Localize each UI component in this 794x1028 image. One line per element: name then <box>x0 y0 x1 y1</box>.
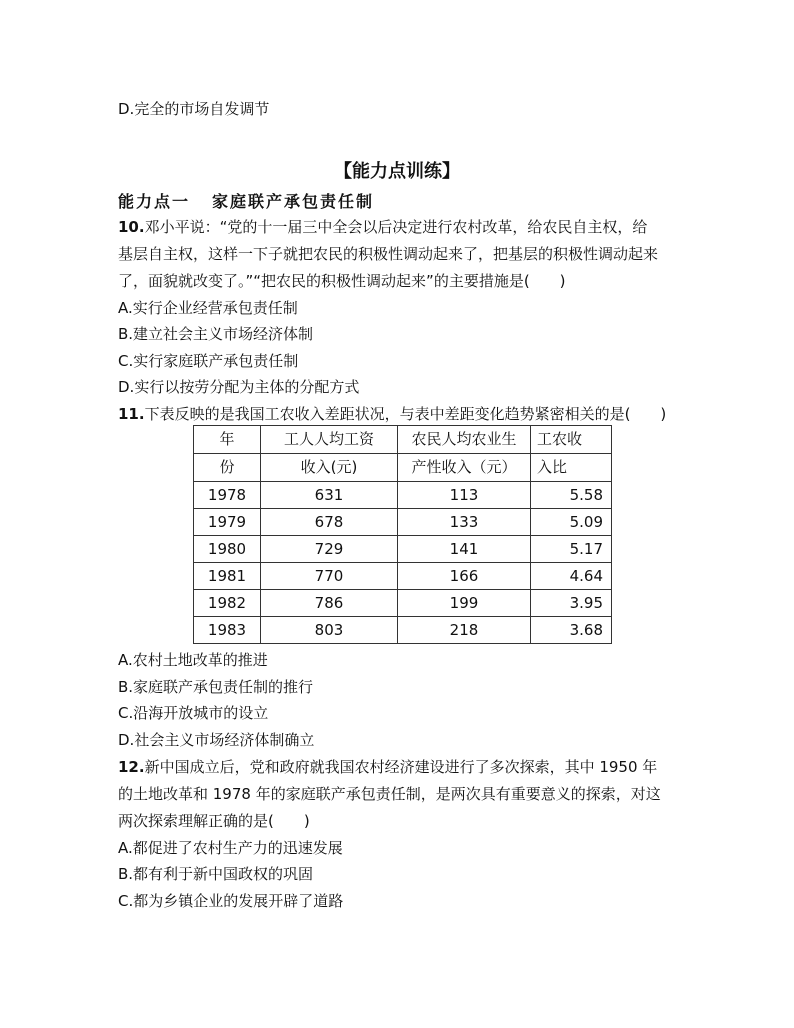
cell-worker-income: 770 <box>261 563 398 590</box>
section-subtitle <box>118 189 374 212</box>
subtitle-number: 能力点一 <box>118 192 191 211</box>
cell-year: 1980 <box>194 536 261 563</box>
q10-stem-line-2: 基层自主权，这样一下子就把农民的积极性调动起来了，把基层的积极性调动起来 <box>118 245 659 263</box>
q11-option-a: A.农村土地改革的推进 <box>118 651 268 669</box>
q11-option-c: C.沿海开放城市的设立 <box>118 704 269 722</box>
subtitle-text: 家庭联产承包责任制 <box>212 192 375 211</box>
q12-stem-line-1 <box>118 757 657 777</box>
cell-ratio: 3.68 <box>531 617 612 644</box>
cell-year: 1979 <box>194 509 261 536</box>
q10-stem-line-3: 了，面貌就改变了。”“把农民的积极性调动起来”的主要措施是( ) <box>118 272 566 290</box>
q11-stem <box>118 404 666 424</box>
q10-option-d: D.实行以按劳分配为主体的分配方式 <box>118 378 360 396</box>
header-farmer-income-1: 农民人均农业生 <box>398 426 531 454</box>
cell-ratio: 4.64 <box>531 563 612 590</box>
table-header-row-2 <box>194 454 612 482</box>
cell-worker-income: 803 <box>261 617 398 644</box>
q11-number: 11. <box>118 405 145 423</box>
q10-option-b: B.建立社会主义市场经济体制 <box>118 325 314 343</box>
income-table <box>193 425 612 644</box>
table-row <box>194 617 612 644</box>
q12-option-b: B.都有利于新中国政权的巩固 <box>118 865 314 883</box>
table-row <box>194 590 612 617</box>
header-year-1: 年 <box>194 426 261 454</box>
cell-farmer-income: 113 <box>398 482 531 509</box>
prev-option-d: D.完全的市场自发调节 <box>118 100 270 118</box>
section-title: 【能力点训练】 <box>334 161 460 182</box>
table-row <box>194 563 612 590</box>
cell-ratio: 5.58 <box>531 482 612 509</box>
q12-number: 12. <box>118 758 145 776</box>
header-worker-income-1: 工人人均工资 <box>261 426 398 454</box>
q11-option-d: D.社会主义市场经济体制确立 <box>118 731 315 749</box>
q12-stem-line-3: 两次探索理解正确的是( ) <box>118 812 310 830</box>
table-header-row-1 <box>194 426 612 454</box>
cell-farmer-income: 218 <box>398 617 531 644</box>
q11-option-b: B.家庭联产承包责任制的推行 <box>118 678 314 696</box>
cell-year: 1983 <box>194 617 261 644</box>
cell-ratio: 5.17 <box>531 536 612 563</box>
table-row <box>194 482 612 509</box>
q10-stem-line-1 <box>118 217 647 237</box>
cell-year: 1978 <box>194 482 261 509</box>
q10-option-a: A.实行企业经营承包责任制 <box>118 299 298 317</box>
q10-number: 10. <box>118 218 145 236</box>
header-ratio-1: 工农收 <box>531 426 612 454</box>
cell-farmer-income: 199 <box>398 590 531 617</box>
table-row <box>194 509 612 536</box>
cell-year: 1982 <box>194 590 261 617</box>
cell-worker-income: 786 <box>261 590 398 617</box>
q12-option-c: C.都为乡镇企业的发展开辟了道路 <box>118 892 344 910</box>
table-row <box>194 536 612 563</box>
cell-worker-income: 729 <box>261 536 398 563</box>
q11-stem-text: 下表反映的是我国工农收入差距状况，与表中差距变化趋势紧密相关的是( ) <box>144 405 667 423</box>
q10-line-1-text: 邓小平说：“党的十一届三中全会以后决定进行农村改革，给农民自主权，给 <box>144 218 648 236</box>
q12-stem-line-2: 的土地改革和 1978 年的家庭联产承包责任制，是两次具有重要意义的探索，对这 <box>118 785 661 803</box>
header-worker-income-2: 收入(元) <box>261 454 398 482</box>
q12-option-a: A.都促进了农村生产力的迅速发展 <box>118 839 343 857</box>
header-ratio-2: 入比 <box>531 454 612 482</box>
cell-farmer-income: 166 <box>398 563 531 590</box>
cell-farmer-income: 133 <box>398 509 531 536</box>
cell-year: 1981 <box>194 563 261 590</box>
cell-worker-income: 678 <box>261 509 398 536</box>
header-year-2: 份 <box>194 454 261 482</box>
q10-option-c: C.实行家庭联产承包责任制 <box>118 352 299 370</box>
cell-ratio: 3.95 <box>531 590 612 617</box>
header-farmer-income-2: 产性收入（元） <box>398 454 531 482</box>
cell-worker-income: 631 <box>261 482 398 509</box>
cell-farmer-income: 141 <box>398 536 531 563</box>
q12-line-1-text: 新中国成立后，党和政府就我国农村经济建设进行了多次探索，其中 1950 年 <box>144 758 658 776</box>
cell-ratio: 5.09 <box>531 509 612 536</box>
